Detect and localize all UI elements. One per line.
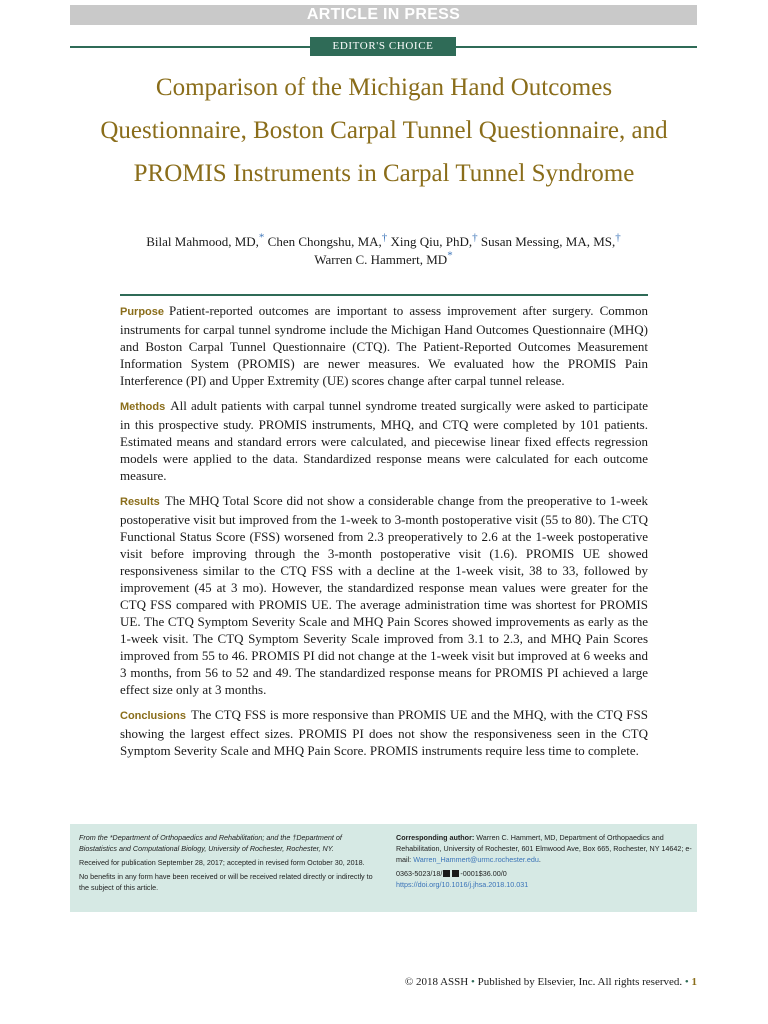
conclusions-label: Conclusions (120, 710, 187, 722)
article-in-press-banner: ARTICLE IN PRESS (70, 5, 697, 25)
abstract-results (120, 492, 648, 698)
affiliation-marker[interactable]: † (381, 231, 388, 244)
methods-text: All adult patients with carpal tunnel syndrome treated surgically were asked to participate in this prospective study. PROMIS instruments, MHQ, and CTQ were completed by 101 patients. Estimated means and standard errors were calculated, and piecewise linear fixed effects regression models were applied to the data. Standardized response means were calculated for each outcome measure. (120, 398, 648, 483)
corresponding-label: Corresponding author: (396, 833, 475, 842)
affiliations-note: From the *Department of Orthopaedics and Rehabilitation; and the †Department of Biostatistics and Computational Biology, University of Rochester, Rochester, NY. (79, 833, 342, 853)
article-info-box (70, 824, 697, 912)
purpose-text: Patient-reported outcomes are important to assess improvement after surgery. Common instruments for carpal tunnel syndrome include the Michigan Hand Outcomes Questionnaire (MHQ) and Boston Carpal Tunnel Questionnaire (CTQ). The Patient-Reported Outcomes Measurement Information System (PROMIS) are newer measures. We evaluated how the PROMIS Pain Interference (PI) and Upper Extremity (UE) scores change after carpal tunnel release. (120, 303, 648, 388)
results-text: The MHQ Total Score did not show a considerable change from the preoperative to 1-week postoperative visit but improved from the 1-week to 3-month postoperative visit (55 to 80). The CTQ Functional Status Score (FSS) worsened from 2.3 preoperatively to 2.6 at the 1-week postoperative visit before improving through the 3-month postoperative visit (1.6). PROMIS UE showed responsiveness similar to the CTQ FSS with a decline at the 1-week visit, 38 to 33, followed by improvement (45 at 3 mo). However, the standardized response mean values were greater for the CTQ FSS compared with PROMIS UE. The average administration time was shortest for PROMIS UE. The CTQ Symptom Severity Scale and MHQ Pain Scores showed improvements as early as the 1-week visit. The CTQ Symptom Severity Scale improved from 3.1 to 2.3, and MHQ Pain Scores improved from 55 to 46. PROMIS PI did not change at the 1-week visit but improved at 6 weeks and 3 months, from 56 to 52 and 49. The standardized response means for PROMIS PI achieved a large effect size only at 3 months. (120, 493, 648, 697)
disclosure-note: No benefits in any form have been received or will be received related directly or indirectly to the subject of this article. (79, 872, 373, 892)
author-name: Susan Messing, MA, MS, (480, 234, 616, 249)
abstract (120, 302, 648, 767)
abstract-conclusions (120, 706, 648, 759)
placeholder-block-icon (443, 870, 450, 877)
placeholder-block-icon (452, 870, 459, 877)
author-name: Xing Qiu, PhD, (390, 234, 473, 249)
corresponding-author (396, 832, 692, 865)
affiliation-marker[interactable]: * (258, 231, 265, 244)
doi-link[interactable]: https://doi.org/10.1016/j.jhsa.2018.10.031 (396, 880, 529, 889)
issn-line (396, 868, 692, 890)
article-title: Comparison of the Michigan Hand Outcomes Questionnaire, Boston Carpal Tunnel Questionnaire, and PROMIS Instruments in Carpal Tunnel Syndrome (100, 74, 668, 187)
results-label: Results (120, 496, 160, 508)
abstract-divider (120, 294, 648, 296)
methods-label: Methods (120, 401, 166, 413)
abstract-purpose (120, 302, 648, 389)
issn-prefix: 0363-5023/18/ (396, 869, 443, 878)
affiliation-marker[interactable]: * (447, 249, 453, 262)
article-notes (79, 832, 379, 896)
abstract-methods (120, 397, 648, 484)
affiliation-marker[interactable]: † (615, 231, 621, 244)
author-name: Chen Chongshu, MA, (267, 234, 382, 249)
affiliation-marker[interactable]: † (472, 231, 478, 244)
conclusions-text: The CTQ FSS is more responsive than PROMIS UE and the MHQ, with the CTQ FSS showing the largest effect sizes. PROMIS PI does not show the responsiveness seen in the CTQ Symptom Severity Scale and MHQ Pain Score. PROMIS instruments require less time to complete. (120, 707, 648, 758)
copyright: © 2018 ASSH (404, 976, 469, 988)
issn-suffix: -0001$36.00/0 (460, 869, 507, 878)
author-list (70, 233, 697, 269)
author-name: Bilal Mahmood, MD, (146, 234, 259, 249)
page-footer (405, 975, 697, 989)
bullet-icon: • (470, 976, 475, 988)
author-name: Warren C. Hammert, MD (314, 252, 448, 267)
received-note: Received for publication September 28, 2017; accepted in revised form October 30, 2018. (79, 858, 365, 867)
page-number: 1 (691, 976, 697, 988)
corresponding-address: Warren C. Hammert, MD, Department of Orthopaedics and Rehabilitation, University of Rochester, 601 Elmwood Ave, Box 665, Rochester, NY 14642; e-mail: (396, 833, 692, 864)
email-link[interactable]: Warren_Hammert@urmc.rochester.edu (413, 855, 539, 864)
publisher-rights: Published by Elsevier, Inc. All rights reserved. (477, 976, 683, 988)
email-suffix: . (538, 855, 541, 864)
purpose-label: Purpose (120, 306, 165, 318)
correspondence-info (396, 832, 692, 893)
editors-choice-badge: EDITOR'S CHOICE (310, 37, 456, 56)
bullet-icon: • (684, 976, 689, 988)
